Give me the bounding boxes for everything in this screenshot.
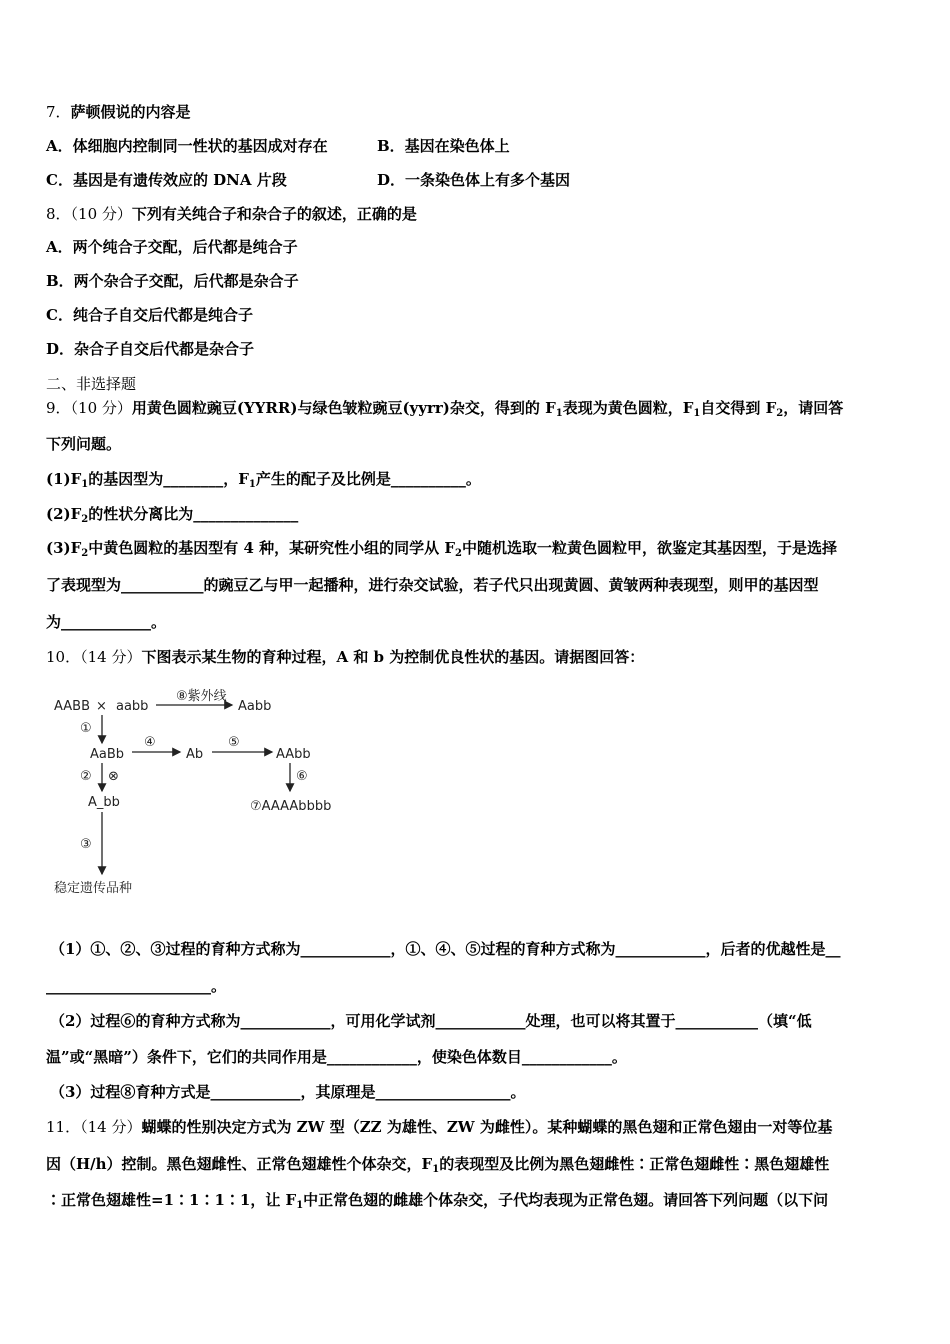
q10-sub2-line1: （2）过程⑥的育种方式称为____________，可用化学试剂____________处理，也可以将其置于___________（填“低 (50, 1012, 812, 1030)
q7-stem: 萨顿假说的内容是 (70, 103, 191, 121)
q7-stem-line (46, 102, 191, 122)
diagram-mutant: Aabb (238, 699, 272, 714)
q7-option-c: C．基因是有遗传效应的 DNA 片段 (46, 171, 287, 189)
diagram-step2: ② (80, 769, 92, 784)
q9-stem-line2: 下列问题。 (46, 435, 122, 453)
q9-sub2 (46, 504, 298, 530)
diagram-f2: A_bb (88, 795, 120, 810)
q11-stem-line2 (46, 1154, 829, 1180)
q9-sub3-a: (3)F (46, 539, 82, 557)
subscript: 2 (81, 548, 89, 559)
subscript: 1 (555, 408, 563, 419)
q10-number: 10． (46, 648, 81, 666)
diagram-step1: ① (80, 721, 92, 736)
q7-option-a: A．体细胞内控制同一性状的基因成对存在 (46, 137, 328, 155)
q9-stem-c: 自交得到 F (700, 399, 777, 417)
diagram-result: 稳定遗传品种 (54, 881, 133, 896)
diagram-f1: AaBb (90, 747, 125, 762)
diagram-parent1: AABB (54, 699, 90, 714)
q7-option-d: D．一条染色体上有多个基因 (377, 171, 571, 189)
q8-stem-line (46, 204, 417, 224)
diagram-step3: ③ (80, 837, 92, 852)
q9-stem-a: 用黄色圆粒豌豆(YYRR)与绿色皱粒豌豆(yyrr)杂交，得到的 F (131, 399, 556, 417)
q10-sub2-line2: 温”或“黑暗”）条件下，它们的共同作用是____________，使染色体数目____________。 (46, 1048, 627, 1066)
q9-stem-d: ，请回答 (783, 399, 844, 417)
diagram-tetraploid: ⑦AAAAbbbb (250, 799, 332, 814)
q7-option-b: B．基因在染色体上 (377, 137, 510, 155)
q9-sub2-a: (2)F (46, 505, 82, 523)
q7-number: 7． (46, 103, 71, 121)
breeding-diagram (50, 688, 350, 903)
q9-sub3-line1 (46, 538, 837, 564)
q8-score: （10 分） (70, 205, 132, 223)
q10-sub1-line1: （1）①、②、③过程的育种方式称为____________，①、④、⑤过程的育种方式称为____________，后者的优越性是__ (50, 940, 841, 958)
q9-sub1-a: (1)F (46, 470, 82, 488)
q11-stem-line1-text: 蝴蝶的性别决定方式为 ZW 型（ZZ 为雄性、ZW 为雌性）。某种蝴蝶的黑色翅和正常色翅由一对等位基 (141, 1118, 833, 1136)
q8-number: 8． (46, 205, 71, 223)
diagram-step5: ⑤ (228, 735, 240, 750)
q9-stem-b: 表现为黄色圆粒，F (562, 399, 694, 417)
diagram-doubled: AAbb (276, 747, 311, 762)
q8-option-c: C．纯合子自交后代都是纯合子 (46, 306, 253, 324)
q8-option-b: B．两个杂合子交配，后代都是杂合子 (46, 272, 299, 290)
q11-stem-line1 (46, 1117, 832, 1137)
q11-score: （14 分） (80, 1118, 142, 1136)
q11-stem-line3 (46, 1190, 828, 1216)
q10-sub3-line1: （3）过程⑧育种方式是____________，其原理是__________________。 (50, 1083, 526, 1101)
diagram-step8-label: ⑧紫外线 (176, 689, 227, 704)
q8-option-d: D．杂合子自交后代都是杂合子 (46, 340, 255, 358)
subscript: 1 (248, 479, 256, 490)
q11-line3-a: ∶正常色翅雄性=1∶1∶1∶1，让 F (46, 1191, 297, 1209)
section-heading: 二、非选择题 (46, 375, 137, 393)
q9-sub3-b: 中黄色圆粒的基因型有 4 种，某研究性小组的同学从 F (88, 539, 456, 557)
subscript: 2 (81, 514, 89, 525)
q10-score: （14 分） (80, 648, 142, 666)
q9-sub2-b: 的性状分离比为______________ (88, 505, 299, 523)
q11-line2-a: 因（H/h）控制。黑色翅雌性、正常色翅雄性个体杂交，F (46, 1155, 433, 1173)
q11-number: 11． (46, 1118, 81, 1136)
subscript: 1 (296, 1200, 304, 1211)
subscript: 2 (776, 408, 784, 419)
q8-stem: 下列有关纯合子和杂合子的叙述，正确的是 (131, 205, 417, 223)
diagram-haploid: Ab (186, 747, 204, 762)
q11-line3-b: 中正常色翅的雌雄个体杂交，子代均表现为正常色翅。请回答下列问题（以下问 (303, 1191, 829, 1209)
q10-stem-line (46, 647, 644, 667)
subscript: 1 (81, 479, 89, 490)
diagram-selfing-symbol: ⊗ (108, 769, 119, 784)
q9-number: 9． (46, 399, 71, 417)
diagram-cross-symbol: × (96, 699, 107, 714)
q9-sub1-b: 的基因型为________，F (88, 470, 249, 488)
subscript: 2 (455, 548, 462, 559)
q10-sub1-line2: ______________________。 (46, 977, 227, 995)
q11-line2-b: 的表现型及比例为黑色翅雌性∶正常色翅雌性∶黑色翅雄性 (439, 1155, 830, 1173)
subscript: 1 (693, 408, 701, 419)
q10-stem: 下图表示某生物的育种过程，A 和 b 为控制优良性状的基因。请据图回答： (141, 648, 645, 666)
q9-sub3-line2: 了表现型为___________的豌豆乙与甲一起播种，进行杂交试验，若子代只出现黄圆、黄皱两种表现型，则甲的基因型 (46, 576, 819, 594)
subscript: 1 (432, 1164, 440, 1175)
diagram-step4: ④ (144, 735, 156, 750)
q9-score: （10 分） (70, 399, 132, 417)
q9-stem-line1 (46, 398, 843, 424)
q9-sub1 (46, 469, 481, 495)
q9-sub3-c: 中随机选取一粒黄色圆粒甲，欲鉴定其基因型，于是选择 (461, 539, 837, 557)
diagram-parent2: aabb (116, 699, 149, 714)
diagram-step6: ⑥ (296, 769, 308, 784)
q9-sub1-c: 产生的配子及比例是__________。 (255, 470, 481, 488)
q8-option-a: A．两个纯合子交配，后代都是纯合子 (46, 238, 298, 256)
q9-sub3-line3: 为____________。 (46, 613, 167, 631)
